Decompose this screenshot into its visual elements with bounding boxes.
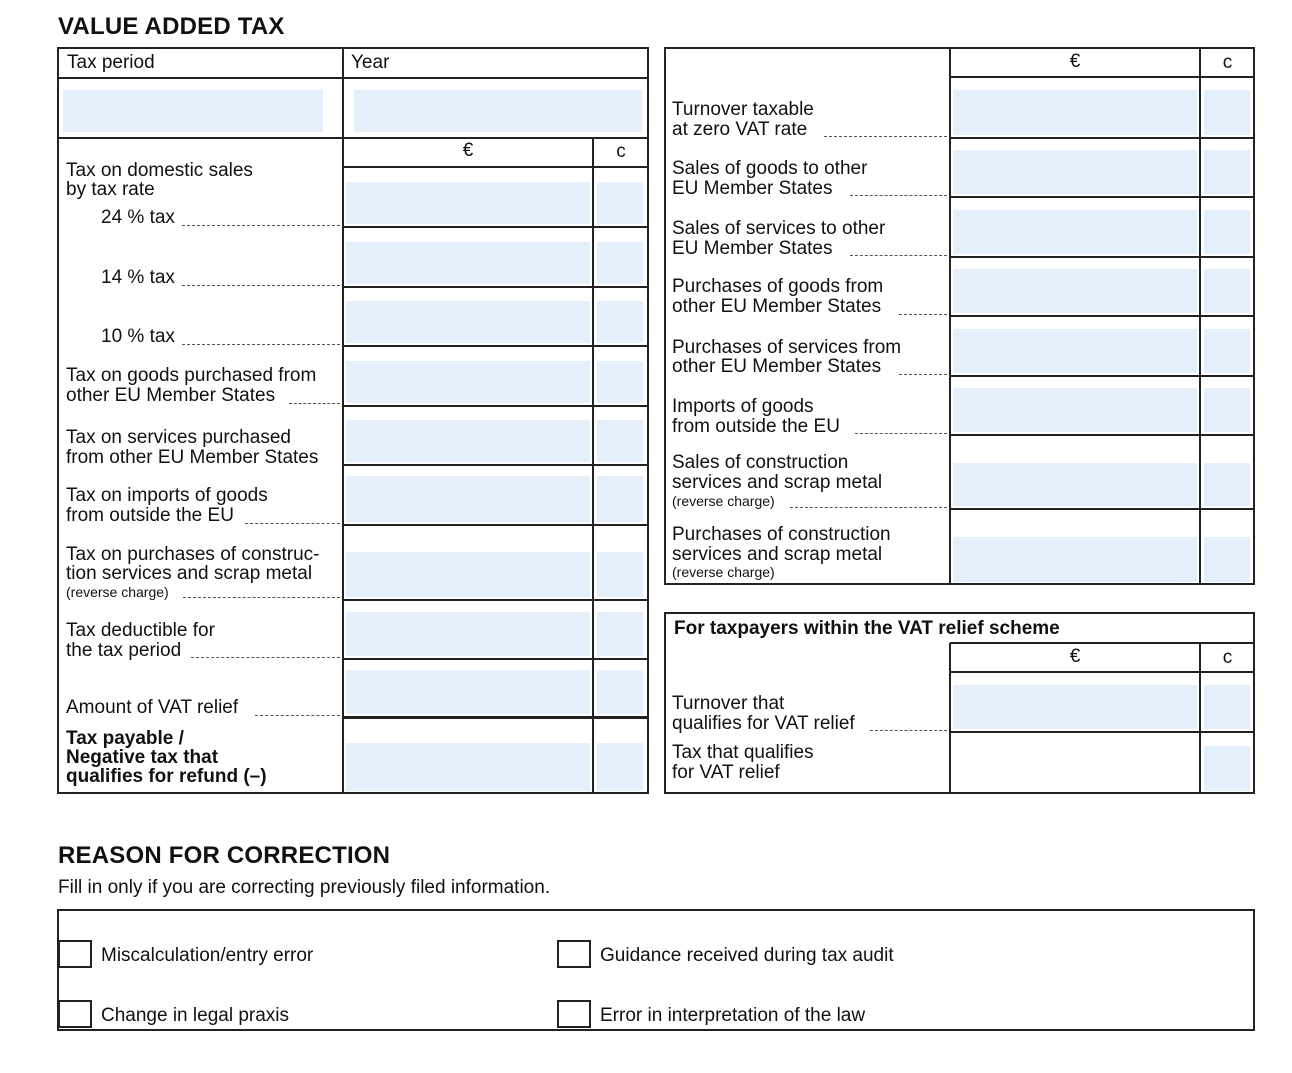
- deductible-label: Tax deductible for: [66, 620, 215, 641]
- row-line: [343, 599, 648, 601]
- row-line: [950, 256, 1254, 258]
- row-line: [343, 658, 648, 660]
- section-title-vat: VALUE ADDED TAX: [58, 13, 285, 40]
- row-line: [950, 731, 1254, 733]
- row-line: [950, 196, 1254, 198]
- leader-dots: [899, 314, 947, 315]
- row-line: [950, 137, 1254, 139]
- leader-dots: [289, 403, 340, 404]
- row-line: [343, 464, 648, 466]
- leader-dots: [850, 195, 947, 196]
- zero-rate-label: at zero VAT rate: [672, 119, 808, 140]
- goods-eu-label: Tax on goods purchased from: [66, 365, 317, 386]
- leader-dots: [245, 523, 340, 524]
- domestic-24-euro-input[interactable]: [346, 182, 590, 224]
- row-line: [950, 434, 1254, 436]
- euro-header: €: [1069, 646, 1081, 667]
- currency-line: [950, 671, 1254, 673]
- purchases-goods-eu-euro-input[interactable]: [953, 269, 1197, 313]
- law-interpretation-checkbox[interactable]: [557, 1000, 591, 1028]
- purchases-services-eu-label: other EU Member States: [672, 356, 882, 377]
- relief-turnover-label: Turnover that: [672, 693, 785, 714]
- sales-construction-label: services and scrap metal: [672, 472, 883, 493]
- leader-dots: [182, 285, 340, 286]
- relief-scheme-title: For taxpayers within the VAT relief scheme: [674, 618, 1060, 639]
- sales-goods-eu-euro-input[interactable]: [953, 150, 1197, 194]
- header-line: [58, 77, 648, 79]
- row-line: [950, 508, 1254, 510]
- imports-label: Tax on imports of goods: [66, 485, 268, 506]
- legal-praxis-label: Change in legal praxis: [101, 1005, 290, 1026]
- tax-period-input[interactable]: [63, 90, 323, 132]
- header-line: [950, 642, 1254, 644]
- year-input[interactable]: [354, 90, 642, 132]
- services-eu-label: from other EU Member States: [66, 447, 319, 468]
- domestic-sales-label: by tax rate: [66, 179, 155, 200]
- purchases-construction-cent-input[interactable]: [1204, 537, 1250, 582]
- section-title-correction: REASON FOR CORRECTION: [58, 842, 391, 869]
- cent-header: c: [616, 141, 626, 162]
- construction-label: Tax on purchases of construc-: [66, 544, 320, 565]
- services-eu-euro-input[interactable]: [346, 420, 590, 462]
- leader-dots: [899, 374, 947, 375]
- purchases-goods-eu-cent-input[interactable]: [1204, 269, 1250, 313]
- year-label: Year: [351, 52, 390, 73]
- leader-dots: [183, 597, 340, 598]
- relief-tax-label: for VAT relief: [672, 762, 780, 783]
- zero-rate-label: Turnover taxable: [672, 99, 814, 120]
- purchases-goods-eu-label: Purchases of goods from: [672, 276, 884, 297]
- imports-goods-label: from outside the EU: [672, 416, 840, 437]
- construction-euro-input[interactable]: [346, 552, 590, 597]
- vat-relief-label: Amount of VAT relief: [66, 697, 239, 718]
- vat-relief-cent-input[interactable]: [597, 670, 643, 714]
- leader-dots: [790, 507, 947, 508]
- rate-10-label: 10 % tax: [101, 326, 175, 347]
- reverse-charge-note: (reverse charge): [66, 584, 169, 600]
- domestic-14-cent-input[interactable]: [597, 242, 643, 284]
- reverse-charge-note: (reverse charge): [672, 564, 775, 580]
- construction-label: tion services and scrap metal: [66, 563, 313, 584]
- tax-payable-label: Tax payable /: [66, 728, 184, 749]
- rate-14-label: 14 % tax: [101, 267, 175, 288]
- leader-dots: [850, 255, 947, 256]
- sales-goods-eu-cent-input[interactable]: [1204, 150, 1250, 194]
- purchases-services-eu-euro-input[interactable]: [953, 329, 1197, 373]
- leader-dots: [182, 225, 340, 226]
- sales-services-eu-label: EU Member States: [672, 238, 833, 259]
- sales-services-eu-cent-input[interactable]: [1204, 210, 1250, 254]
- currency-line: [950, 76, 1254, 78]
- leader-dots: [855, 433, 947, 434]
- miscalculation-label: Miscalculation/entry error: [101, 945, 314, 966]
- deductible-cent-input[interactable]: [597, 612, 643, 656]
- euro-header: €: [462, 140, 474, 161]
- deductible-euro-input[interactable]: [346, 612, 590, 656]
- domestic-sales-label: Tax on domestic sales: [66, 160, 253, 181]
- purchases-construction-label: services and scrap metal: [672, 544, 883, 565]
- row-line: [343, 345, 648, 347]
- zero-rate-cent-input[interactable]: [1204, 90, 1250, 135]
- tax-payable-label: Negative tax that: [66, 747, 219, 768]
- leader-dots: [191, 657, 340, 658]
- relief-tax-cent-input[interactable]: [1204, 746, 1250, 791]
- construction-cent-input[interactable]: [597, 552, 643, 597]
- period-line: [58, 137, 648, 139]
- row-line: [343, 524, 648, 526]
- row-line: [343, 716, 648, 719]
- tax-audit-guidance-checkbox[interactable]: [557, 940, 591, 968]
- services-eu-cent-input[interactable]: [597, 420, 643, 462]
- leader-dots: [255, 715, 340, 716]
- tax-payable-euro-input[interactable]: [346, 743, 590, 791]
- row-line: [343, 405, 648, 407]
- row-line: [343, 286, 648, 288]
- imports-cent-input[interactable]: [597, 476, 643, 522]
- relief-turnover-euro-input[interactable]: [953, 685, 1197, 729]
- sales-construction-label: Sales of construction: [672, 452, 849, 473]
- purchases-construction-euro-input[interactable]: [953, 537, 1197, 582]
- purchases-goods-eu-label: other EU Member States: [672, 296, 882, 317]
- domestic-10-cent-input[interactable]: [597, 301, 643, 343]
- purchases-construction-label: Purchases of construction: [672, 524, 891, 545]
- tax-period-label: Tax period: [67, 52, 155, 73]
- goods-eu-cent-input[interactable]: [597, 361, 643, 403]
- rate-24-label: 24 % tax: [101, 207, 175, 228]
- goods-eu-label: other EU Member States: [66, 385, 276, 406]
- sales-construction-euro-input[interactable]: [953, 463, 1197, 506]
- sales-services-eu-euro-input[interactable]: [953, 210, 1197, 254]
- currency-line: [343, 166, 648, 168]
- vat-relief-euro-input[interactable]: [346, 670, 590, 714]
- sales-goods-eu-label: Sales of goods to other: [672, 158, 868, 179]
- row-line: [343, 226, 648, 228]
- reverse-charge-note: (reverse charge): [672, 493, 775, 509]
- sales-construction-cent-input[interactable]: [1204, 463, 1250, 506]
- domestic-10-euro-input[interactable]: [346, 301, 590, 343]
- tax-audit-guidance-label: Guidance received during tax audit: [600, 945, 894, 966]
- purchases-services-eu-cent-input[interactable]: [1204, 329, 1250, 373]
- relief-turnover-cent-input[interactable]: [1204, 685, 1250, 729]
- law-interpretation-label: Error in interpretation of the law: [600, 1005, 866, 1026]
- tax-payable-label: qualifies for refund (–): [66, 766, 267, 787]
- sales-goods-eu-label: EU Member States: [672, 178, 833, 199]
- euro-header: €: [1069, 51, 1081, 72]
- cent-header: c: [1222, 52, 1233, 73]
- domestic-14-euro-input[interactable]: [346, 242, 590, 284]
- domestic-24-cent-input[interactable]: [597, 182, 643, 224]
- leader-dots: [870, 730, 947, 731]
- imports-goods-euro-input[interactable]: [953, 388, 1197, 432]
- miscalculation-checkbox[interactable]: [58, 940, 92, 968]
- leader-dots: [182, 344, 340, 345]
- imports-goods-label: Imports of goods: [672, 396, 814, 417]
- legal-praxis-checkbox[interactable]: [58, 1000, 92, 1028]
- cent-header: c: [1222, 647, 1233, 668]
- relief-tax-label: Tax that qualifies: [672, 742, 814, 763]
- sales-services-eu-label: Sales of services to other: [672, 218, 886, 239]
- services-eu-label: Tax on services purchased: [66, 427, 291, 448]
- correction-instruction: Fill in only if you are correcting previously filed information.: [58, 877, 551, 898]
- row-line: [950, 315, 1254, 317]
- zero-rate-euro-input[interactable]: [953, 90, 1197, 135]
- row-line: [950, 375, 1254, 377]
- imports-label: from outside the EU: [66, 505, 234, 526]
- relief-turnover-label: qualifies for VAT relief: [672, 713, 855, 734]
- goods-eu-euro-input[interactable]: [346, 361, 590, 403]
- imports-euro-input[interactable]: [346, 476, 590, 522]
- tax-payable-cent-input[interactable]: [597, 743, 643, 791]
- deductible-label: the tax period: [66, 640, 182, 661]
- leader-dots: [824, 136, 947, 137]
- imports-goods-cent-input[interactable]: [1204, 388, 1250, 432]
- purchases-services-eu-label: Purchases of services from: [672, 337, 902, 358]
